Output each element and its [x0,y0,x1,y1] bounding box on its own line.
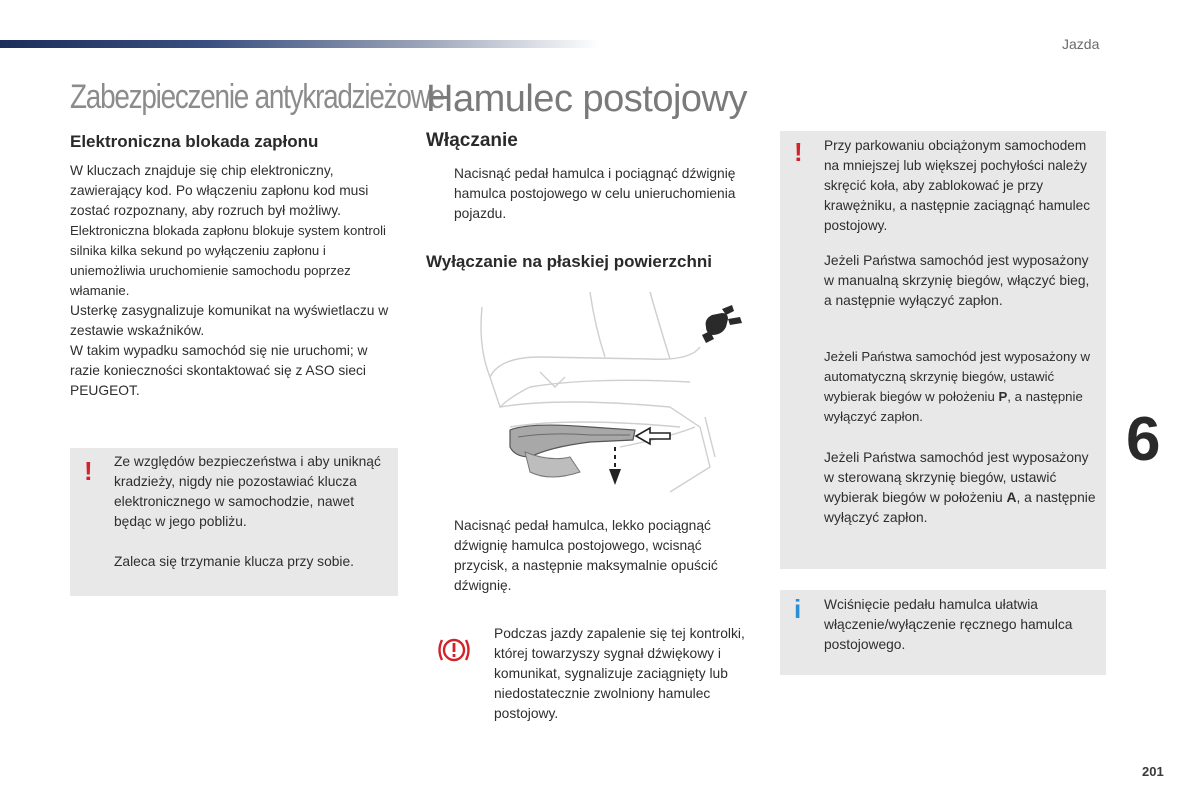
gear-position-a: A [1006,490,1017,505]
parking-advice-box [780,131,1106,569]
warning-icon: ! [84,456,93,486]
chapter-number: 6 [1126,405,1161,474]
key-warning-text [114,452,394,572]
slope-parking-text: Przy parkowaniu obciążonym samochodem na mniejszej lub większej pochyłości należy skręcić koła, aby zablokować je przy krawężniku, a następnie zaciągnąć hamulec postojowy. [824,138,1090,233]
release-heading: Wyłączanie na płaskiej powierzchni [426,252,712,271]
text: Jeżeli Państwa samochód jest wyposażony w sterowaną skrzynię biegów, ustawić wybierak biegów w położeniu [824,450,1089,505]
paragraph: Elektroniczna blokada zapłonu blokuje system kontroli silnika kilka sekund po wyłączeniu zapłonu i uniemożliwia uruchomienie samochodu poprzez włamanie. [70,223,386,298]
page-number: 201 [1142,764,1164,779]
header-bar [0,40,600,48]
paragraph: Usterkę zasygnalizuje komunikat na wyświetlaczu w zestawie wskaźników. [70,303,389,338]
text: , a następnie wyłączyć zapłon. [824,389,1083,424]
info-icon: i [794,594,802,624]
ignition-lock-heading: Elektroniczna blokada zapłonu [70,132,319,151]
parking-brake-warning-light-icon [436,633,472,667]
release-instruction: Nacisnąć pedał hamulca, lekko pociągnąć dźwignię hamulca postojowego, wcisnąć przycisk, a następnie maksymalnie opuścić dźwignię. [454,518,718,593]
left-section-title: Zabezpieczenie antykradzieżowe [70,78,444,116]
main-title: Hamulec postojowy [426,78,747,120]
paragraph: Ze względów bezpieczeństwa i aby uniknąć kradzieży, nigdy nie pozostawiać klucza elektronicznego w samochodzie, nawet będąc w jego pobliżu. [114,454,381,529]
info-text: Wciśnięcie pedału hamulca ułatwia włączenie/wyłączenie ręcznego hamulca postojowego. [824,597,1073,652]
automatic-gearbox-text [824,347,1099,427]
handbrake-illustration [470,287,755,500]
key-warning-box [70,448,398,596]
ignition-lock-text [70,161,400,401]
section-label: Jazda [1062,36,1100,52]
controlled-gearbox-text [824,448,1099,528]
paragraph: Zaleca się trzymanie klucza przy sobie. [114,554,355,569]
paragraph: W takim wypadku samochód się nie uruchomi; w razie konieczności skontaktować się z ASO sieci PEUGEOT. [70,343,368,398]
warning-icon: ! [794,137,803,167]
warning-light-description: Podczas jazdy zapalenie się tej kontrolki, której towarzyszy sygnał dźwiękowy i komunikat, sygnalizuje zaciągnięty lub niedostatecznie zwolniony hamulec postojowy. [494,626,745,721]
paragraph: W kluczach znajduje się chip elektroniczny, zawierający kod. Po włączeniu zapłonu kod musi zostać rozpoznany, aby rozruch był możliwy. [70,163,369,218]
engage-heading: Włączanie [426,130,518,151]
info-box [780,590,1106,675]
manual-gearbox-text: Jeżeli Państwa samochód jest wyposażony w manualną skrzynię biegów, włączyć bieg, a następnie wyłączyć zapłon. [824,253,1090,308]
text: Jeżeli Państwa samochód jest wyposażony w automatyczną skrzynię biegów, ustawić wybierak biegów w położeniu [824,349,1091,404]
engage-instruction: Nacisnąć pedał hamulca i pociągnąć dźwignię hamulca postojowego w celu unieruchomienia pojazdu. [454,166,736,221]
text: , a następnie wyłączyć zapłon. [824,490,1096,525]
gear-position-p: P [998,389,1008,404]
